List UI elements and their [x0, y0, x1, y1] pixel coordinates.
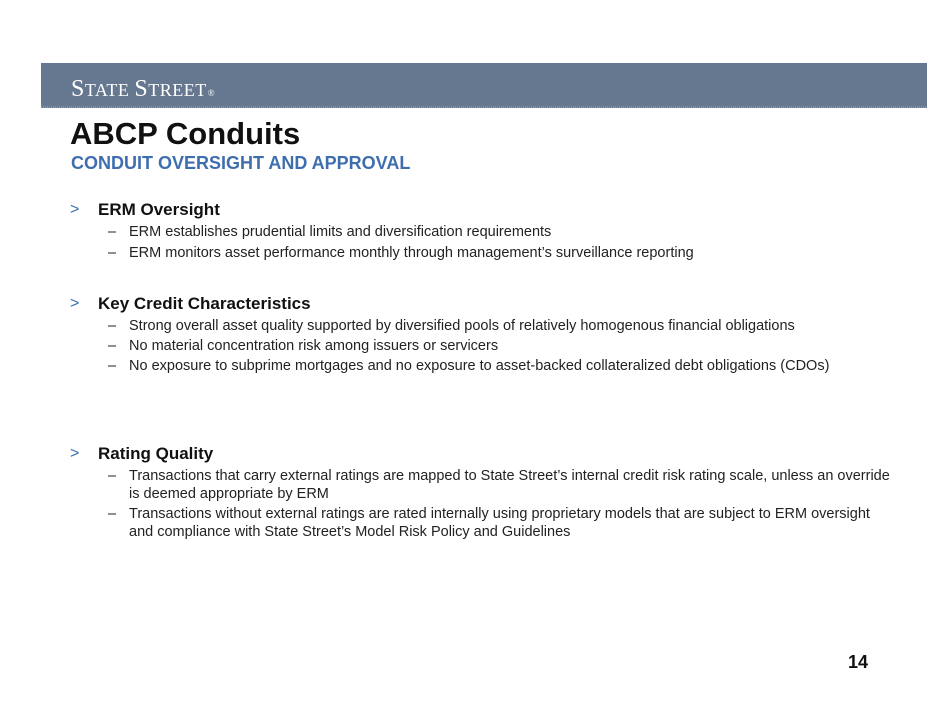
state-street-logo — [71, 77, 215, 105]
chevron-right-icon: > — [70, 201, 80, 218]
registered-mark: ® — [207, 88, 216, 98]
section-header — [70, 293, 890, 315]
list-item — [70, 337, 890, 355]
bullet-list — [70, 223, 890, 262]
dash-icon: – — [108, 318, 117, 334]
list-item — [70, 223, 890, 241]
dash-icon: – — [108, 224, 117, 240]
logo-letters: TREET — [148, 80, 207, 100]
bullet-list — [70, 467, 890, 541]
bullet-text: Strong overall asset quality supported by diversified pools of relatively homogenous financial obligations — [129, 318, 795, 334]
list-item — [70, 244, 890, 262]
section-title: Key Credit Characteristics — [98, 294, 311, 313]
bullet-text: ERM establishes prudential limits and diversification requirements — [129, 224, 552, 240]
bullet-text: ERM monitors asset performance monthly through management’s surveillance reporting — [129, 245, 694, 261]
list-item — [70, 467, 890, 503]
list-item — [70, 357, 890, 375]
dash-icon: – — [108, 338, 117, 354]
bullet-text: No exposure to subprime mortgages and no exposure to asset-backed collateralized debt obligations (CDOs) — [129, 358, 830, 374]
dash-icon: – — [108, 468, 117, 484]
section-header — [70, 443, 890, 465]
section-key-credit-characteristics — [70, 293, 890, 375]
logo-letter: S — [134, 76, 149, 102]
dash-icon: – — [108, 358, 117, 374]
bullet-text: Transactions that carry external ratings are mapped to State Street’s internal credit risk rating scale, unless an override is deemed appropriate by ERM — [129, 468, 890, 502]
logo-letter: S — [71, 76, 85, 102]
page-number: 14 — [848, 652, 869, 672]
dash-icon: – — [108, 506, 117, 522]
dash-icon: – — [108, 245, 117, 261]
list-item — [70, 505, 890, 541]
logo-letters: TATE — [84, 80, 135, 100]
bullet-text: No material concentration risk among issuers or servicers — [129, 338, 499, 354]
list-item — [70, 317, 890, 335]
page-title: ABCP Conduits — [70, 116, 301, 151]
bullet-list — [70, 317, 890, 375]
page-subtitle: CONDUIT OVERSIGHT AND APPROVAL — [71, 153, 411, 173]
chevron-right-icon: > — [70, 445, 80, 462]
bullet-text: Transactions without external ratings are rated internally using proprietary models that are subject to ERM oversight and compliance with State Street’s Model Risk Policy and Guidelines — [129, 506, 870, 540]
section-header — [70, 199, 890, 221]
section-erm-oversight — [70, 199, 890, 262]
section-title: Rating Quality — [98, 444, 214, 463]
section-title: ERM Oversight — [98, 200, 220, 219]
chevron-right-icon: > — [70, 295, 80, 312]
section-rating-quality — [70, 443, 890, 541]
